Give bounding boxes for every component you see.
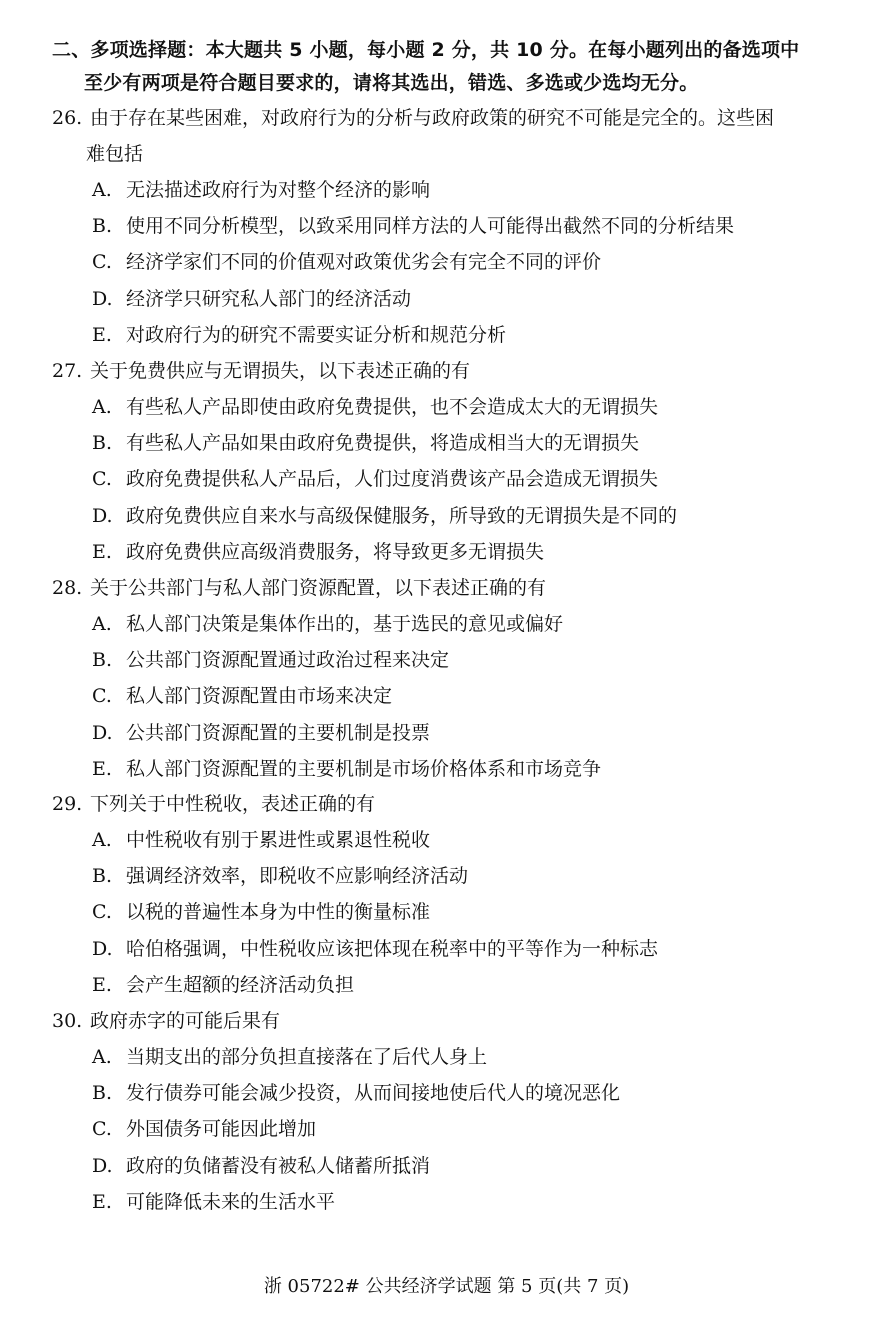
option-letter: E. — [92, 973, 112, 996]
option-c — [52, 461, 852, 497]
option-text: 私人部门资源配置由市场来决定 — [126, 685, 393, 708]
option-letter: B. — [92, 865, 113, 888]
question-26 — [52, 100, 852, 353]
option-text: 以税的普遍性本身为中性的衡量标准 — [126, 901, 431, 924]
option-text: 中性税收有别于累进性或累退性税收 — [126, 829, 431, 851]
question-text: 政府赤字的可能后果有 — [90, 1010, 281, 1032]
option-text: 私人部门决策是集体作出的，基于选民的意见或偏好 — [126, 613, 564, 635]
option-text: 会产生超额的经济活动负担 — [126, 973, 355, 996]
option-text: 经济学只研究私人部门的经济活动 — [126, 287, 412, 310]
question-stem — [52, 1003, 852, 1039]
option-text: 可能降低未来的生活水平 — [126, 1190, 336, 1213]
option-e — [52, 751, 852, 787]
option-letter: C. — [92, 901, 112, 924]
question-stem — [52, 353, 852, 389]
option-letter: E. — [92, 1190, 112, 1213]
option-letter: C. — [92, 251, 112, 274]
question-stem — [52, 570, 852, 606]
option-letter: A. — [92, 829, 112, 851]
option-letter: B. — [92, 432, 113, 455]
option-text: 经济学家们不同的价值观对政策优劣会有完全不同的评价 — [126, 251, 602, 274]
option-text: 私人部门资源配置的主要机制是市场价格体系和市场竞争 — [126, 757, 602, 780]
option-c — [52, 678, 852, 714]
option-letter: D. — [92, 504, 113, 527]
question-number: 28. — [52, 577, 83, 599]
option-letter: B. — [92, 649, 113, 672]
option-letter: A. — [92, 1046, 112, 1068]
option-letter: E. — [92, 757, 112, 780]
option-letter: C. — [92, 1118, 112, 1141]
option-e — [52, 317, 852, 353]
option-text: 外国债务可能因此增加 — [126, 1118, 317, 1141]
option-text: 政府免费提供私人产品后，人们过度消费该产品会造成无谓损失 — [126, 468, 659, 491]
option-letter: E. — [92, 323, 112, 346]
option-d — [52, 931, 852, 967]
option-letter: A. — [92, 179, 112, 201]
option-b — [52, 1075, 852, 1111]
option-e — [52, 534, 852, 570]
option-d — [52, 715, 852, 751]
option-letter: D. — [92, 1154, 113, 1177]
option-b — [52, 208, 852, 244]
section-instructions-line1: 二、多项选择题：本大题共 5 小题，每小题 2 分，共 10 分。在每小题列出的备选项中 — [52, 39, 800, 61]
option-c — [52, 1111, 852, 1147]
option-d — [52, 1148, 852, 1184]
option-text: 强调经济效率，即税收不应影响经济活动 — [126, 865, 469, 888]
option-letter: D. — [92, 937, 113, 960]
option-text: 公共部门资源配置通过政治过程来决定 — [126, 649, 450, 672]
option-letter: A. — [92, 396, 112, 418]
option-letter: D. — [92, 721, 113, 744]
question-text: 关于免费供应与无谓损失，以下表述正确的有 — [90, 360, 471, 382]
option-c — [52, 244, 852, 280]
question-text: 下列关于中性税收，表述正确的有 — [90, 793, 376, 815]
option-b — [52, 425, 852, 461]
question-stem — [52, 100, 852, 172]
question-number: 29. — [52, 793, 83, 815]
option-text: 哈伯格强调，中性税收应该把体现在税率中的平等作为一种标志 — [126, 937, 659, 960]
question-number: 26. — [52, 107, 83, 129]
option-text: 政府免费供应高级消费服务，将导致更多无谓损失 — [126, 540, 545, 563]
option-letter: A. — [92, 613, 112, 635]
question-29 — [52, 786, 852, 1003]
option-b — [52, 858, 852, 894]
option-text: 政府免费供应自来水与高级保健服务，所导致的无谓损失是不同的 — [126, 504, 678, 527]
option-text: 有些私人产品如果由政府免费提供，将造成相当大的无谓损失 — [126, 432, 640, 455]
option-text: 政府的负储蓄没有被私人储蓄所抵消 — [126, 1154, 431, 1177]
option-text: 发行债券可能会减少投资，从而间接地使后代人的境况恶化 — [126, 1082, 621, 1105]
option-letter: D. — [92, 287, 113, 310]
option-letter: C. — [92, 685, 112, 708]
option-a — [52, 389, 852, 425]
option-text: 公共部门资源配置的主要机制是投票 — [126, 721, 431, 744]
question-text: 关于公共部门与私人部门资源配置，以下表述正确的有 — [90, 577, 547, 599]
question-text-continued: 难包括 — [86, 143, 144, 165]
option-letter: C. — [92, 468, 112, 491]
option-letter: E. — [92, 540, 112, 563]
question-30 — [52, 1003, 852, 1220]
section-instructions-line2: 至少有两项是符合题目要求的，请将其选出，错选、多选或少选均无分。 — [84, 72, 699, 94]
option-text: 对政府行为的研究不需要实证分析和规范分析 — [126, 323, 507, 346]
option-a — [52, 822, 852, 858]
option-letter: B. — [92, 215, 113, 238]
question-text: 由于存在某些困难，对政府行为的分析与政府政策的研究不可能是完全的。这些困 — [90, 107, 775, 129]
option-d — [52, 498, 852, 534]
option-e — [52, 967, 852, 1003]
option-a — [52, 606, 852, 642]
question-number: 27. — [52, 360, 83, 382]
option-a — [52, 1039, 852, 1075]
page-footer: 浙 05722# 公共经济学试题 第 5 页(共 7 页) — [263, 1276, 630, 1297]
question-stem — [52, 786, 852, 822]
option-text: 使用不同分析模型，以致采用同样方法的人可能得出截然不同的分析结果 — [126, 215, 735, 238]
option-a — [52, 172, 852, 208]
option-text: 当期支出的部分负担直接落在了后代人身上 — [126, 1046, 488, 1068]
option-b — [52, 642, 852, 678]
option-text: 无法描述政府行为对整个经济的影响 — [126, 179, 431, 201]
option-text: 有些私人产品即使由政府免费提供，也不会造成太大的无谓损失 — [126, 396, 659, 418]
question-number: 30. — [52, 1010, 83, 1032]
question-28 — [52, 570, 852, 787]
option-e — [52, 1184, 852, 1220]
option-letter: B. — [92, 1082, 113, 1105]
option-d — [52, 281, 852, 317]
question-27 — [52, 353, 852, 570]
option-c — [52, 894, 852, 930]
section-instructions — [52, 34, 852, 100]
